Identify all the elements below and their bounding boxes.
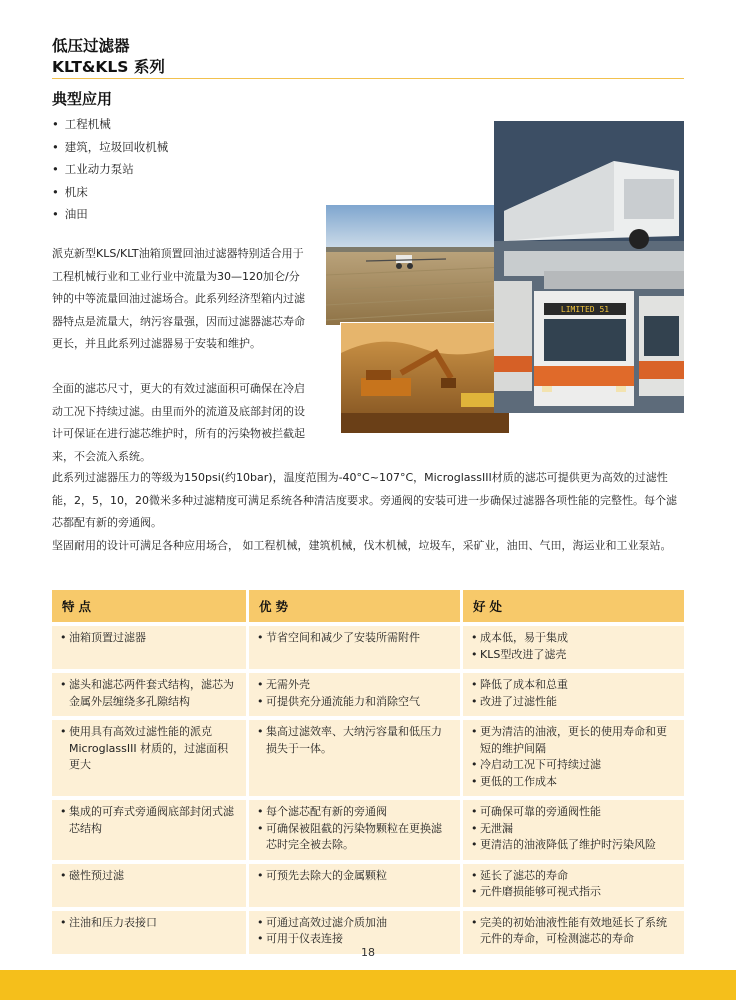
bullet-item: • 油箱顶置过滤器 [60,630,238,647]
title-divider [52,78,684,79]
bullet-item: • 可确保被阻截的污染物颗粒在更换滤芯时完全被去除。 [257,821,452,854]
bullet-item: • 集成的可弃式旁通阀底部封闭式滤芯结构 [60,804,238,837]
bullet-item: • 磁性预过滤 [60,868,238,885]
bullet-item: • 更为清洁的油液，更长的使用寿命和更短的维护间隔 [471,724,676,757]
benefit-cell [460,796,684,860]
footer-bar [0,970,736,1000]
benefit-cell [460,622,684,669]
list-item: • 工业动力泵站 [52,158,168,181]
advantage-cell [246,669,460,716]
bullet-item: • 延长了滤芯的寿命 [471,868,676,885]
table-row [52,796,684,860]
bullet-item: • KLS型改进了滤壳 [471,647,676,664]
spec-paragraph: 此系列过滤器压力的等级为150psi(约10bar)，温度范围为-40°C~107°C，MicroglassIII材质的滤芯可提供更为高效的过滤性能，2，5，10，20微米多种过滤精度可满足系统各种清洁度要求。旁通阀的安装可进一步确保过滤器各项性能的完整性。每个滤芯都配有新的旁通阀。 [52,471,677,530]
bullet-item: • 可通过高效过滤介质加油 [257,915,452,932]
list-item: • 工程机械 [52,113,168,136]
intro-paragraph: 派克新型KLS/KLT油箱顶置回油过滤器特别适合用于工程机械行业和工业行业中流量为30—120加仑/分钟的中等流量回油过滤场合。此系列经济型箱内过滤器特点是流量大，纳污容量强，因而过滤器滤芯寿命更长，并且此系列过滤器易于安装和维护。 [52,247,305,351]
bullet-item: • 滤头和滤芯两件套式结构，滤芯为金属外层缠绕多孔隙结构 [60,677,238,710]
bullet-item: • 冷启动工况下可持续过滤 [471,757,676,774]
feature-cell [52,796,246,860]
table-row [52,669,684,716]
farm-field-photo [326,205,506,325]
benefit-cell [460,669,684,716]
bullet-item: • 可用于仪表连接 [257,931,452,948]
bullet-item: • 每个滤芯配有新的旁通阀 [257,804,452,821]
bullet-item: • 更低的工作成本 [471,774,676,791]
bullet-item: • 无需外壳 [257,677,452,694]
bullet-item: • 注油和压力表接口 [60,915,238,932]
page-title-line1: 低压过滤器 [52,37,130,55]
list-item: • 机床 [52,181,168,204]
advantage-cell [246,622,460,669]
bullet-item: • 节省空间和减少了安装所需附件 [257,630,452,647]
page-title-line2: KLT&KLS 系列 [52,58,165,76]
page-number: 18 [361,946,375,959]
bullet-item: • 更清洁的油液降低了维护时污染风险 [471,837,676,854]
bullet-item: • 成本低，易于集成 [471,630,676,647]
column-header-benefits: 好处 [460,590,684,622]
bullet-item: • 改进了过滤性能 [471,694,676,711]
bullet-item: • 完美的初始油液性能有效地延长了系统元件的寿命，可检测滤芯的寿命 [471,915,676,948]
table-row [52,622,684,669]
bullet-item: • 元件磨损能够可视式指示 [471,884,676,901]
bus-and-refuse-truck-photo [494,121,684,413]
feature-cell [52,622,246,669]
list-item: • 建筑，垃圾回收机械 [52,136,168,159]
table-row [52,716,684,796]
list-item: • 油田 [52,203,168,226]
mining-excavator-photo [340,322,510,434]
column-header-features: 特点 [52,590,246,622]
bullet-item: • 使用具有高效过滤性能的派克MicroglassIII 材质的，过滤面积更大 [60,724,238,774]
feature-cell [52,860,246,907]
benefit-cell [460,716,684,796]
bullet-item: • 降低了成本和总重 [471,677,676,694]
features-table [52,590,684,954]
applications-title: 典型应用 [52,90,113,108]
bus-destination-sign: LIMITED 51 [560,305,610,314]
feature-cell [52,716,246,796]
advantage-cell [246,796,460,860]
application-paragraph: 坚固耐用的设计可满足各种应用场合， 如工程机械，建筑机械，伐木机械，垃圾车，采矿业，油田、气田，海运业和工业泵站。 [52,539,672,552]
column-header-advantages: 优势 [246,590,460,622]
table-row [52,860,684,907]
bullet-item: • 无泄漏 [471,821,676,838]
applications-list [52,113,168,226]
feature-cell [52,669,246,716]
advantage-cell [246,716,460,796]
filter-size-paragraph: 全面的滤芯尺寸，更大的有效过滤面积可确保在冷启动工况下持续过滤。由里而外的流道及底部封闭的设计可保证在进行滤芯维护时，所有的污染物被拦截起来，不会流入系统。 [52,382,305,463]
bullet-item: • 可预先去除大的金属颗粒 [257,868,452,885]
bullet-item: • 集高过滤效率、大纳污容量和低压力损失于一体。 [257,724,452,757]
bullet-item: • 可提供充分通流能力和消除空气 [257,694,452,711]
advantage-cell [246,860,460,907]
bullet-item: • 可确保可靠的旁通阀性能 [471,804,676,821]
benefit-cell [460,860,684,907]
